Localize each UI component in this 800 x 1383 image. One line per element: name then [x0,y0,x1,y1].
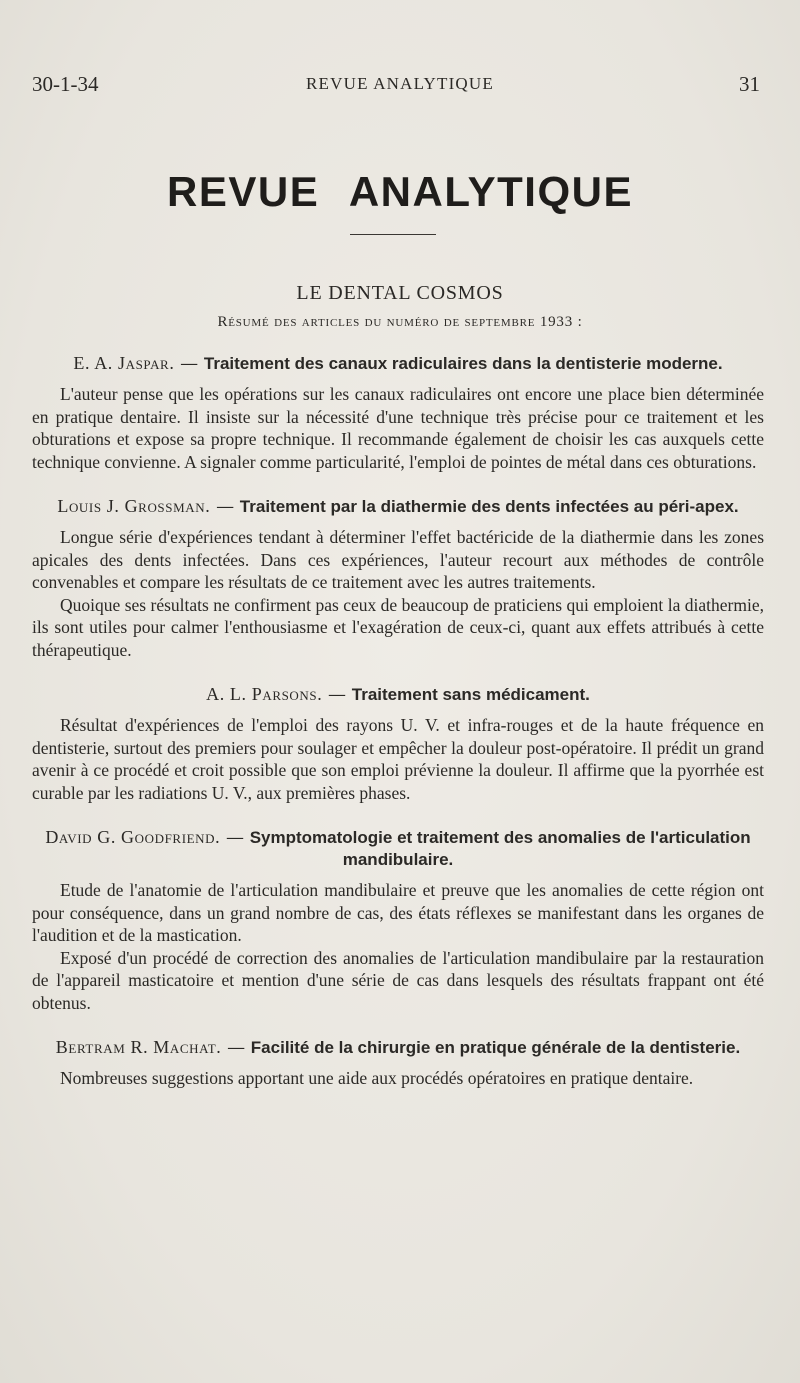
article-paragraph: Quoique ses résultats ne confirment pas ceux de beaucoup de praticiens qui emploient la diathermie, ils sont utiles pour calmer l'enthousiasme et l'exagération de ceux-ci, quant aux effets attribués à cette thérapeutique. [32,594,764,660]
article-paragraph: Longue série d'expériences tendant à déterminer l'effet bactéricide de la diathermie dans les zones apicales des dents infectées. Dans ces expériences, l'auteur recourt aux méthodes de contrôle convenables et compare les résultats de ce traitement avec les autres traitements. [32,527,764,592]
article-author: David G. Goodfriend. [45,827,221,847]
summary-line: Résumé des articles du numéro de septembre 1933 : [217,314,583,330]
article-heading: A. L. Parsons. — Traitement sans médicament. [206,684,590,705]
article [32,683,764,804]
article-author: A. L. Parsons. [206,684,323,704]
article-author: Louis J. Grossman. [57,496,211,516]
article-paragraph: Etude de l'anatomie de l'articulation mandibulaire et preuve que les anomalies de cette région ont pour conséquence, dans un grand nombre de cas, des états réflexes se manifestant dans les organes de l'audition et de la mastication. [32,880,764,945]
article-title: Traitement sans médicament. [351,685,590,704]
page-title: REVUE ANALYTIQUE [167,168,633,215]
article-title: Facilité de la chirurgie en pratique générale de la dentisterie. [250,1038,741,1057]
article-heading: E. A. Jaspar. — Traitement des canaux radiculaires dans la dentisterie moderne. [73,353,723,374]
article-heading: Louis J. Grossman. — Traitement par la diathermie des dents infectées au péri-apex. [57,496,739,517]
article-author: Bertram R. Machat. [55,1037,222,1057]
article-paragraph: Résultat d'expériences de l'emploi des rayons U. V. et infra-rouges et de la haute fréquence en dentisterie, surtout des premiers pour soulager et empêcher la douleur post-opératoire. Il prédit un grand avenir à ce procédé et croit possible que son emploi prévienne la douleur. Il affirme que la pyorrhée est curable par les radiations U. V., aux premières phases. [32,715,764,803]
journal-name: LE DENTAL COSMOS [296,282,504,304]
article-paragraph: Nombreuses suggestions apportant une aide aux procédés opératoires en pratique dentaire. [60,1068,694,1088]
article-title: Symptomatologie et traitement des anomalies de l'articulation mandibulaire. [249,828,751,869]
article-title: Traitement par la diathermie des dents infectées au péri-apex. [239,497,739,516]
article-paragraph: Exposé d'un procédé de correction des anomalies de l'articulation mandibulaire par la restauration de l'appareil masticatoire et mention d'une série de cas dans lesquels des résultats frappant ont été obtenus. [32,947,764,1013]
header-date: 30-1-34 [32,72,99,96]
running-header [0,72,800,100]
article [32,1036,764,1090]
article-author: E. A. Jaspar. [73,353,175,373]
title-divider [350,234,436,235]
header-running-title: REVUE ANALYTIQUE [306,74,494,93]
article [32,826,764,1014]
article [32,495,764,661]
articles-list [32,352,764,1112]
page-number: 31 [739,72,760,96]
article [32,352,764,473]
article-title: Traitement des canaux radiculaires dans la dentisterie moderne. [203,354,723,373]
article-paragraph: L'auteur pense que les opérations sur les canaux radiculaires ont encore une place bien déterminée en pratique dentaire. Il insiste sur la nécessité d'une technique très précise pour ce traitement et les obturations et expose sa propre technique. Il recommande également de choisir les cas auxquels cette technique convienne. A signaler comme particularité, l'emploi de pointes de métal dans ces obturations. [32,384,764,472]
article-heading: David G. Goodfriend. — Symptomatologie et traitement des anomalies de l'articulation mandibulaire. [45,827,751,869]
article-heading: Bertram R. Machat. — Facilité de la chirurgie en pratique générale de la dentisterie. [55,1037,741,1058]
